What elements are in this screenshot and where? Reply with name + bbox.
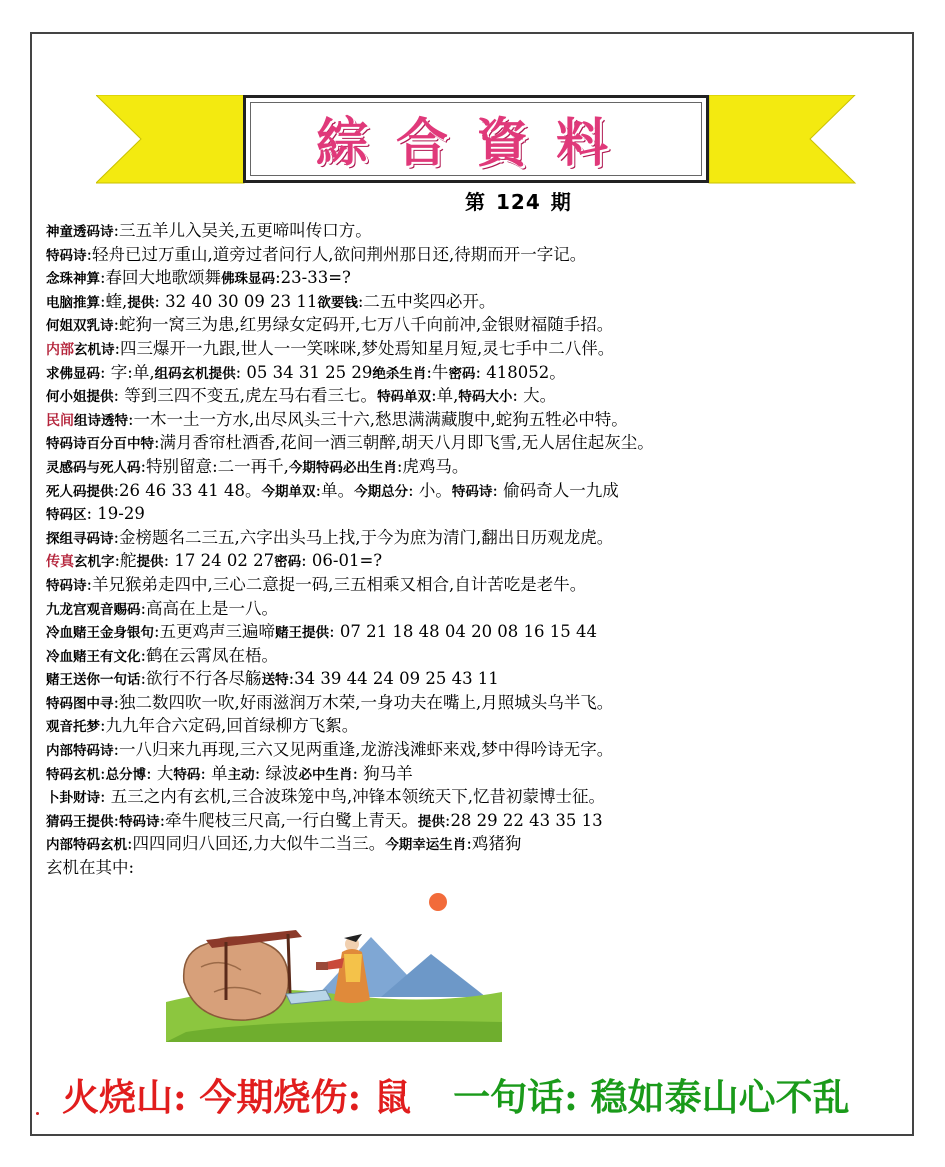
line-label: 特码图中寻 [46, 695, 114, 712]
line-value: : 05 34 31 25 29 [235, 362, 373, 382]
line-value: : 等到三四不变五,虎左马右看三七。 [113, 386, 378, 406]
line-label: 观音托梦 [46, 719, 100, 736]
line-label: 组诗透特 [74, 412, 128, 429]
line-value: : 偷码奇人一九成 [492, 480, 619, 500]
line-value: : 19-29 [86, 504, 145, 524]
line-label: 何姐双乳诗 [46, 318, 114, 335]
line-label: 赌王送你一句话 [46, 672, 141, 689]
line-value: :四三爆开一九跟,世人一一笑咪咪,梦处焉知星月短,灵七手中二八伴。 [114, 338, 615, 358]
line-value: :舵 [114, 551, 137, 571]
line-label: 猜码王提供 [46, 813, 114, 830]
line-label: 欲要钱 [317, 294, 358, 311]
line-label: 佛珠显码 [221, 271, 276, 288]
line-value: :二五中奖四必开。 [357, 291, 496, 311]
line-label: 送特 [261, 672, 289, 689]
line-label: 特码区 [46, 507, 87, 524]
line-value: : 大 [146, 763, 174, 783]
line-label: 死人码提供 [46, 483, 114, 500]
line-value: : 单 [200, 763, 228, 783]
line-value: :欲行不行各尽觞 [140, 669, 262, 689]
line-value: :四四同归八回还,力大似牛二当三。 [127, 834, 386, 854]
line-label: 今期幸运生肖 [385, 837, 467, 854]
line-value: :鸡猪狗 [466, 834, 522, 854]
line-stamp-label: 内部 [46, 341, 74, 358]
line-value: :高高在上是一八。 [140, 598, 279, 618]
line-label: 特码诗 [119, 813, 160, 830]
line-label: 今期总分 [354, 483, 409, 500]
line-label: 特码诗 [46, 577, 87, 594]
line-stamp-label: 传真 [46, 554, 74, 571]
line-label: 特码玄机 [46, 766, 100, 783]
content-line [46, 219, 906, 243]
line-value: 34 39 44 24 09 25 43 11 [294, 669, 499, 689]
content-line [46, 431, 906, 455]
line-value: :金榜题名二三五,六字出头马上找,于今为庶为清门,翻出日历观龙虎。 [113, 527, 614, 547]
footer-red-text: 火烧山: 今期烧伤: 鼠 [62, 1075, 412, 1119]
content-line [46, 644, 906, 668]
content-line [46, 313, 906, 337]
line-value: :九九年合六定码,回首绿柳方飞絮。 [100, 716, 359, 736]
line-value: :独二数四吹一吹,好雨滋润万木荣,一身功夫在嘴上,月照城头乌半飞。 [113, 692, 614, 712]
line-label: 赌王提供 [275, 625, 330, 642]
decorative-dot [36, 1112, 39, 1115]
line-value: :牵牛爬枝三尺高,一行白鹭上青天。 [159, 810, 418, 830]
line-value: :五更鸡声三遍啼 [154, 622, 276, 642]
line-label: 今期单双 [261, 483, 316, 500]
line-label: 何小姐提供 [46, 389, 114, 406]
line-value: :牛 [426, 362, 449, 382]
line-label: 提供 [127, 294, 155, 311]
line-label: 冷血赌王金身银句 [46, 625, 154, 642]
line-value: :二一再千, [212, 456, 289, 476]
scene-illustration [166, 882, 502, 1042]
line-value: :鹤在云霄凤在梧。 [140, 645, 279, 665]
issue-prefix: 第 [465, 190, 486, 214]
content-line [46, 455, 906, 479]
line-label: 灵感码与死人码 [46, 459, 141, 476]
content-line [46, 832, 906, 856]
content-line [46, 738, 906, 762]
line-label: 组码玄机提供 [154, 365, 236, 382]
line-label: 特码单双 [377, 389, 432, 406]
content-line [46, 573, 906, 597]
right-banner-flag [707, 95, 857, 185]
content-line [46, 266, 906, 290]
line-label: 特码诗 [451, 483, 493, 500]
line-value: : 五三之内有玄机,三合波珠笼中鸟,冲锋本领统天下,忆昔初蒙博士征。 [100, 787, 606, 807]
line-label: 必中生肖 [298, 766, 353, 783]
line-label: 探组寻码诗 [46, 530, 114, 547]
line-value: : 17 24 02 27 [163, 551, 275, 571]
line-value: :26 46 33 41 48。 [113, 480, 262, 500]
line-label: 特码大小 [458, 389, 513, 406]
content-line [46, 549, 906, 573]
title-banner [243, 95, 709, 183]
line-value: :单。 [315, 480, 355, 500]
content-line [46, 337, 906, 361]
line-value: :蝰, [100, 291, 128, 311]
content-line [46, 408, 906, 432]
content-line [46, 785, 906, 809]
content-line [46, 667, 906, 691]
content-line [46, 762, 906, 786]
left-banner-flag [96, 95, 246, 185]
line-value: : 07 21 18 48 04 20 08 16 15 44 [329, 622, 598, 642]
content-line [46, 384, 906, 408]
content-line [46, 479, 906, 503]
line-label: 玄机字 [74, 554, 115, 571]
line-value: : [444, 810, 451, 830]
footer-green-text: 一句话: 稳如泰山心不乱 [453, 1075, 850, 1119]
content-line [46, 809, 906, 833]
content-line [46, 502, 906, 526]
line-label: 冷血赌王有文化 [46, 648, 141, 665]
line-value: : [113, 810, 120, 830]
line-value: :满月香帘杜酒香,花间一酒三朝醉,胡天八月即飞雪,无人居住起灰尘。 [154, 433, 654, 453]
line-value: : 小。 [408, 480, 452, 500]
content-lines [46, 219, 906, 880]
line-stamp-label: 民间 [46, 412, 74, 429]
line-label: 电脑推算 [46, 294, 100, 311]
line-value: :一木一土一方水,出尽风头三十六,愁思满满藏腹中,蛇狗五牲必中特。 [128, 409, 628, 429]
line-value: :一八归来九再现,三六又见两重逢,龙游浅滩虾来戏,梦中得吟诗无字。 [113, 740, 614, 760]
line-value: :23-33=? [275, 268, 351, 288]
content-line [46, 597, 906, 621]
line-label: 提供 [136, 554, 164, 571]
line-value: :虎鸡马。 [396, 456, 469, 476]
line-value: :春回大地歌颂舞 [100, 268, 222, 288]
content-line [46, 290, 906, 314]
line-label: 主动 [227, 766, 255, 783]
content-line [46, 526, 906, 550]
line-value: 玄机在其中: [46, 858, 135, 878]
line-label: 提供 [417, 813, 445, 830]
content-line [46, 620, 906, 644]
line-value: : [100, 763, 106, 783]
line-label: 神童透码诗 [46, 224, 114, 240]
line-label: 特码 [173, 766, 201, 783]
line-label: 卜卦财诗 [46, 790, 100, 807]
line-value: : 绿波 [254, 763, 299, 783]
line-value: :羊兄猴弟走四中,三心二意捉一码,三五相乘又相合,自计苦吃是老牛。 [86, 574, 587, 594]
line-label: 求佛显码 [46, 365, 100, 382]
banner-title: 綜合資料 [315, 113, 636, 174]
content-line [46, 714, 906, 738]
content-line [46, 361, 906, 385]
line-label: 密码 [448, 365, 476, 382]
line-label: 特码诗百分百中特 [46, 436, 154, 453]
line-value: :三五羊儿入吴关,五更啼叫传口方。 [113, 221, 372, 240]
issue-value: 124 [496, 190, 541, 214]
line-value: : 狗马羊 [352, 763, 413, 783]
line-value: :特别留意 [140, 456, 213, 476]
line-label: 绝杀生肖 [372, 365, 427, 382]
line-label: 特码诗 [46, 247, 87, 264]
line-value: :蛇狗一窝三为患,红男绿女定码开,七万八千向前冲,金银财福随手招。 [113, 315, 614, 335]
line-label: 今期特码必出生肖 [288, 459, 397, 476]
issue-suffix: 期 [550, 190, 572, 214]
line-value: : 418052。 [475, 362, 566, 382]
line-label: 总分博 [105, 766, 147, 783]
line-label: 玄机诗 [74, 341, 115, 358]
line-label: 内部特码玄机 [46, 837, 127, 854]
line-value: : 32 40 30 09 23 11 [154, 291, 318, 311]
line-label: 密码 [274, 554, 302, 571]
line-label: 念珠神算 [46, 271, 100, 288]
content-line [46, 856, 906, 880]
line-label: 内部特码诗 [46, 743, 114, 760]
content-line [46, 691, 906, 715]
line-value: : [288, 669, 295, 689]
line-value: : 06-01=? [301, 551, 383, 571]
line-value: :轻舟已过万重山,道旁过者问行人,欲问荆州那日还,待期而开一字记。 [86, 244, 587, 264]
line-value: : 大。 [512, 386, 557, 406]
content-line [46, 243, 906, 267]
footer-line [62, 1073, 850, 1121]
line-label: 九龙宫观音赐码 [46, 601, 141, 618]
line-value: :单, [431, 386, 459, 406]
line-value: 28 29 22 43 35 13 [450, 810, 603, 830]
issue-number [465, 186, 582, 215]
line-value: : 字:单, [100, 362, 155, 382]
